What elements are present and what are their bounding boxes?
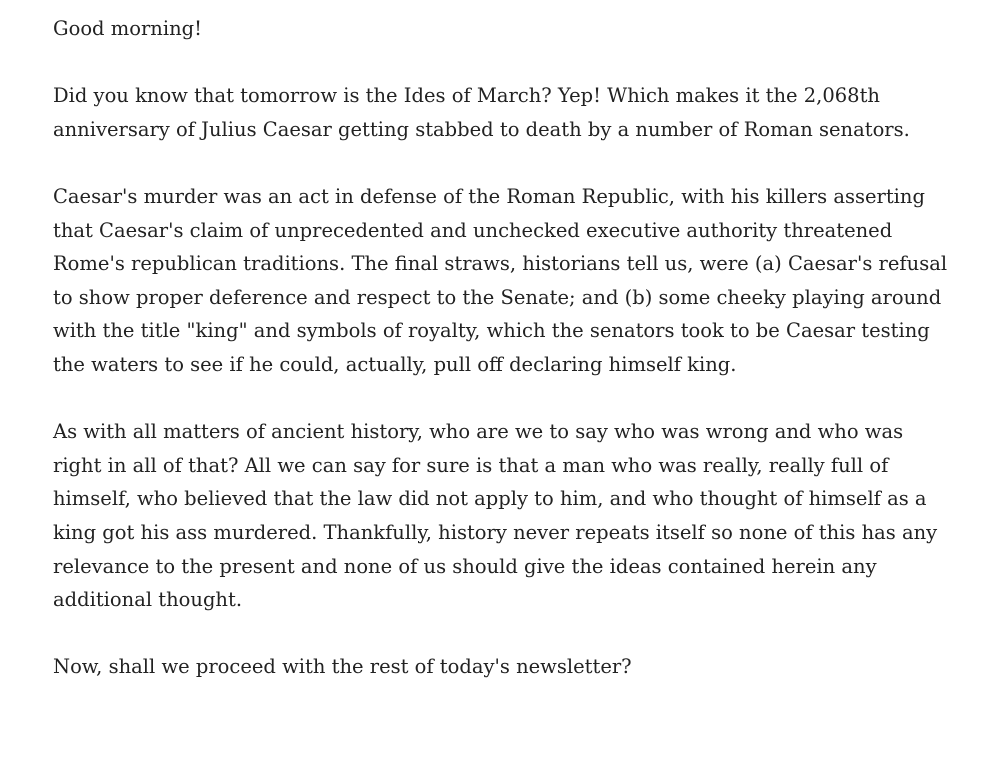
paragraph-ancient-history: As with all matters of ancient history, who are we to say who was wrong and who was right in all of that? All we can say for sure is that a man who was really, really full of himself, who believed that the law did not apply to him, and who thought of himself as a king got his ass murdered. Thankfully, history never repeats itself so none of this has any relevance to the present and none of us should give the ideas contained herein any additional thought. bbox=[53, 420, 938, 612]
paragraph-caesar-murder: Caesar's murder was an act in defense of the Roman Republic, with his killers asserting that Caesar's claim of unprecedented and unchecked executive authority threatened Rome's republican traditions. The final straws, historians tell us, were (a) Caesar's refusal to show proper deference and respect to the Senate; and (b) some cheeky playing around with the title "king" and symbols of royalty, which the senators took to be Caesar testing the waters to see if he could, actually, pull off declaring himself king. bbox=[53, 184, 948, 376]
greeting: Good morning! bbox=[53, 17, 202, 40]
paragraph-proceed: Now, shall we proceed with the rest of today's newsletter? bbox=[53, 655, 632, 679]
newsletter-body bbox=[53, 12, 953, 684]
paragraph-ides-of-march: Did you know that tomorrow is the Ides of March? Yep! Which makes it the 2,068th anniversary of Julius Caesar getting stabbed to death by a number of Roman senators. bbox=[53, 84, 910, 141]
